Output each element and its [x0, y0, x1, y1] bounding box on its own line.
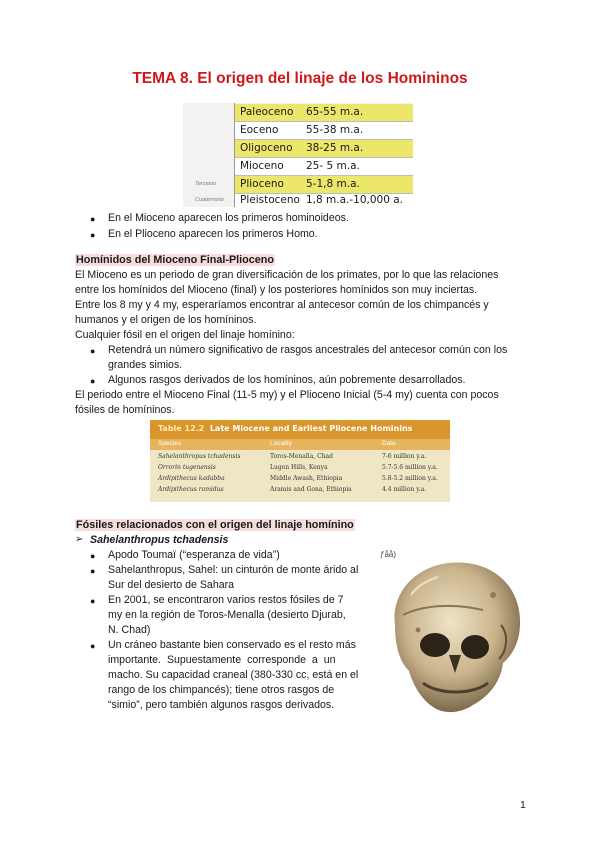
table-column-header: Species [158, 440, 182, 447]
table-cell: 5.8-5.2 million y.a. [382, 475, 438, 482]
bullet-icon: ● [90, 596, 96, 606]
species-subheading: Sahelanthropus tchadensis [90, 534, 229, 546]
table-column-header: Date [382, 440, 396, 447]
era-side-label: Terciario [195, 181, 216, 187]
table-cell: Orrorin tugenensis [158, 464, 216, 471]
era-row [235, 158, 413, 175]
era-name: Eoceno [240, 124, 279, 136]
table-cell: Sahelanthropus tchadensis [158, 453, 241, 460]
list-item-continuation: N. Chad) [108, 624, 151, 636]
bullet-icon: ● [90, 230, 96, 240]
list-item: Algunos rasgos derivados de los homíninos, aún pobremente desarrollados. [108, 374, 466, 386]
table-cell: 7-6 million y.a. [382, 453, 427, 460]
table-column-header: Locality [270, 440, 293, 447]
bullet-icon: ● [90, 641, 96, 651]
section-heading: Fósiles relacionados con el origen del linaje homínino [76, 519, 354, 531]
bullet-icon: ● [90, 566, 96, 576]
list-item-continuation: my en la región de Toros-Menalla (desierto Djurab, [108, 609, 346, 621]
era-range: 65-55 m.a. [306, 106, 364, 118]
era-row [235, 140, 413, 157]
geologic-era-table-image [183, 103, 413, 207]
era-row [235, 122, 413, 139]
paragraph-line: El periodo entre el Mioceno Final (11-5 my) y el Plioceno Inicial (5-4 my) cuenta con pocos [75, 389, 499, 401]
era-name: Plioceno [240, 178, 284, 190]
table-cell: Middle Awash, Ethiopia [270, 475, 343, 482]
table-cell: Lugen Hills, Kenya [270, 464, 328, 471]
arrow-icon: ➢ [75, 534, 84, 545]
paragraph-line: fósiles de homíninos. [75, 404, 175, 416]
list-item: En 2001, se encontraron varios restos fósiles de 7 [108, 594, 344, 606]
paragraph-line: humanos y el origen de los homíninos. [75, 314, 257, 326]
table-cell: Aramis and Gona, Ethiopia [270, 486, 352, 493]
list-item-continuation: rango de los chimpancés); tiene otros rasgos de [108, 684, 335, 696]
list-item: Un cráneo bastante bien conservado es el resto más [108, 639, 356, 651]
era-row [235, 194, 413, 207]
paragraph-line: El Mioceno es un periodo de gran diversificación de los primates, por lo que las relaciones [75, 269, 499, 281]
era-range: 5-1,8 m.a. [306, 178, 360, 190]
bullet-icon: ● [90, 346, 96, 356]
bullet-icon: ● [90, 551, 96, 561]
sahelanthropus-skull-image [383, 555, 525, 720]
list-item-continuation: Sur del desierto de Sahara [108, 579, 235, 591]
table-cell: 5.7-5.6 million y.a. [382, 464, 438, 471]
list-item-continuation: “simio”, pero también algunos rasgos derivados. [108, 699, 335, 711]
era-name: Mioceno [240, 160, 284, 172]
figure-caption-fragment: ƒåå) [380, 550, 397, 559]
era-range: 38-25 m.a. [306, 142, 364, 154]
era-name: Oligoceno [240, 142, 293, 154]
table-cell: 4.4 million y.a. [382, 486, 427, 493]
era-row [235, 104, 413, 121]
era-range: 1,8 m.a.-10,000 a. [306, 194, 404, 206]
list-item-continuation: grandes simios. [108, 359, 183, 371]
list-item: Retendrá un número significativo de rasgos ancestrales del antecesor común con los [108, 344, 508, 356]
list-item: En el Mioceno aparecen los primeros hominoideos. [108, 212, 349, 224]
paragraph-line: Entre los 8 my y 4 my, esperaríamos encontrar al antecesor común de los chimpancés y [75, 299, 489, 311]
list-item-continuation: importante. Supuestamente corresponde a un [108, 654, 336, 666]
bullet-icon: ● [90, 214, 96, 224]
table-cell: Ardipithecus kadabba [158, 475, 225, 482]
section-heading: Homínidos del Mioceno Final-Plioceno [76, 254, 274, 266]
page-number: 1 [520, 799, 526, 811]
era-name: Pleistoceno [240, 194, 300, 206]
paragraph-line: entre los homínidos del Mioceno (final) y los posteriores homínidos son muy inciertas. [75, 284, 478, 296]
table-cell: Toros-Menalla, Chad [270, 453, 333, 460]
bullet-icon: ● [90, 376, 96, 386]
list-item: En el Plioceno aparecen los primeros Homo. [108, 228, 318, 240]
table-cell: Ardipithecus ramidus [158, 486, 224, 493]
era-name: Paleoceno [240, 106, 294, 118]
era-range: 55-38 m.a. [306, 124, 364, 136]
era-range: 25- 5 m.a. [306, 160, 360, 172]
era-side-label: Cuaternario [195, 197, 224, 203]
paragraph-line: Cualquier fósil en el origen del linaje homínino: [75, 329, 295, 341]
list-item-continuation: macho. Su capacidad craneal (380-330 cc, está en el [108, 669, 359, 681]
era-row [235, 176, 413, 193]
list-item: Sahelanthropus, Sahel: un cinturón de monte árido al [108, 564, 359, 576]
table-title: Table 12.2 Late Miocene and Earliest Pliocene Hominins [158, 424, 413, 433]
page-title: TEMA 8. El origen del linaje de los Homininos [132, 70, 468, 87]
list-item: Apodo Toumaï (“esperanza de vida”) [108, 549, 280, 561]
hominin-table-image [150, 420, 450, 502]
